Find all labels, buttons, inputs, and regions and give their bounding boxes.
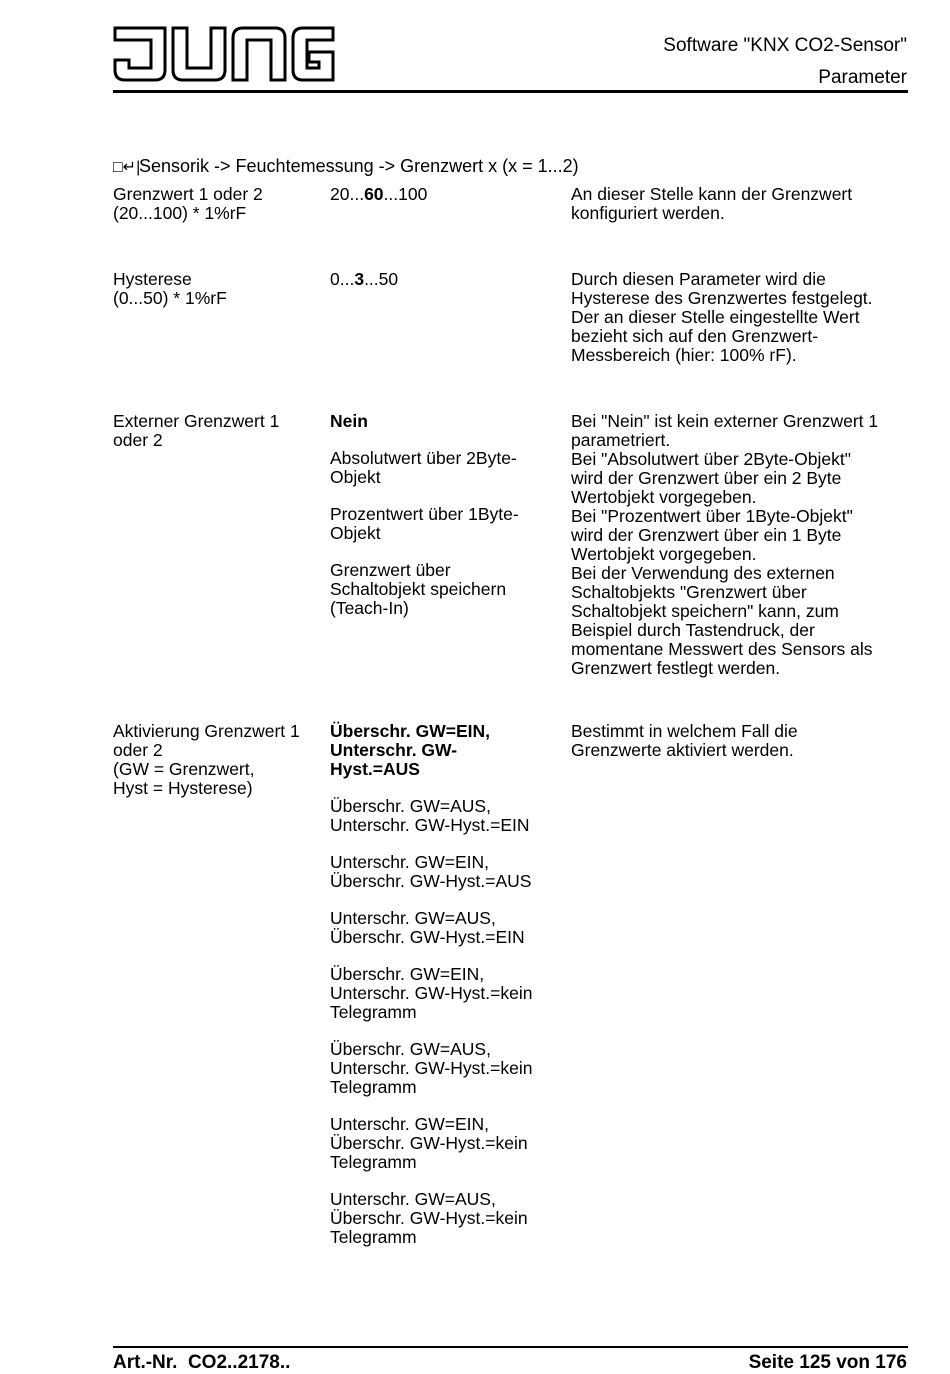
jung-logo — [113, 26, 335, 82]
param-options-externer-grenzwert — [330, 412, 555, 636]
software-title: Software "KNX CO2-Sensor" — [663, 35, 907, 56]
option-item: Unterschr. GW=AUS, Überschr. GW-Hyst.=EIN — [330, 908, 525, 947]
option-item: Überschr. GW=EIN, Unterschr. GW- Hyst.=AUS — [330, 721, 490, 779]
option-item: Überschr. GW=AUS, Unterschr. GW-Hyst.=kein Telegramm — [330, 1039, 533, 1097]
param-desc-aktivierung: Bestimmt in welchem Fall die Grenzwerte aktiviert werden. — [571, 721, 798, 760]
param-desc-grenzwert: An dieser Stelle kann der Grenzwert konfiguriert werden. — [571, 184, 853, 223]
option-item: Grenzwert über Schaltobjekt speichern (Teach-In) — [330, 560, 507, 618]
param-options-aktivierung — [330, 722, 555, 1265]
article-number: Art.-Nr. CO2..2178.. — [113, 1352, 291, 1373]
option-item: Unterschr. GW=EIN, Überschr. GW-Hyst.=AUS — [330, 852, 532, 891]
param-name-hysterese: Hysterese (0...50) * 1%rF — [113, 269, 227, 308]
option-item: Unterschr. GW=AUS, Überschr. GW-Hyst.=kein Telegramm — [330, 1189, 528, 1247]
section-title: Parameter — [818, 67, 907, 88]
option-item: Überschr. GW=AUS, Unterschr. GW-Hyst.=EIN — [330, 796, 530, 835]
param-name-grenzwert: Grenzwert 1 oder 2 (20...100) * 1%rF — [113, 184, 263, 223]
option-item: Absolutwert über 2Byte- Objekt — [330, 448, 517, 487]
param-desc-hysterese: Durch diesen Parameter wird die Hysterese des Grenzwertes festgelegt. Der an dieser Stelle eingestellte Wert bezieht sich auf den Grenzwert- Messbereich (hier: 100% rF). — [571, 269, 873, 365]
param-value-hysterese: 0...3...50 — [330, 269, 399, 289]
option-item: Überschr. GW=EIN, Unterschr. GW-Hyst.=kein Telegramm — [330, 964, 533, 1022]
param-desc-externer-grenzwert: Bei "Nein" ist kein externer Grenzwert 1 parametriert. Bei "Absolutwert über 2Byte-Objekt" wird der Grenzwert über ein 2 Byte Wertobjekt vorgegeben. Bei "Prozentwert über 1Byte-Objekt" wird der Grenzwert über ein 1 Byte Wertobjekt vorgegeben. Bei der Verwendung des externen Schaltobjekts "Grenzwert über Schaltobjekt speichern" kann, zum Beispiel durch Tastendruck, der momentane Messwert des Sensors als Grenzwert festlegt werden. — [571, 411, 879, 678]
parameter-path — [113, 156, 579, 178]
document-header-info — [663, 30, 907, 94]
option-item: Nein — [330, 411, 368, 431]
param-name-aktivierung: Aktivierung Grenzwert 1 oder 2 (GW = Grenzwert, Hyst = Hysterese) — [113, 721, 300, 798]
parameter-page-icon: □↵| — [113, 159, 141, 176]
param-value-grenzwert: 20...60...100 — [330, 184, 428, 204]
parameter-path-text: Sensorik -> Feuchtemessung -> Grenzwert x (x = 1...2) — [139, 156, 579, 176]
param-name-externer-grenzwert: Externer Grenzwert 1 oder 2 — [113, 411, 280, 450]
footer-rule — [113, 1346, 908, 1348]
option-item: Prozentwert über 1Byte- Objekt — [330, 504, 519, 543]
option-item: Unterschr. GW=EIN, Überschr. GW-Hyst.=kein Telegramm — [330, 1114, 528, 1172]
header-rule — [113, 90, 908, 93]
page-number: Seite 125 von 176 — [748, 1352, 907, 1373]
